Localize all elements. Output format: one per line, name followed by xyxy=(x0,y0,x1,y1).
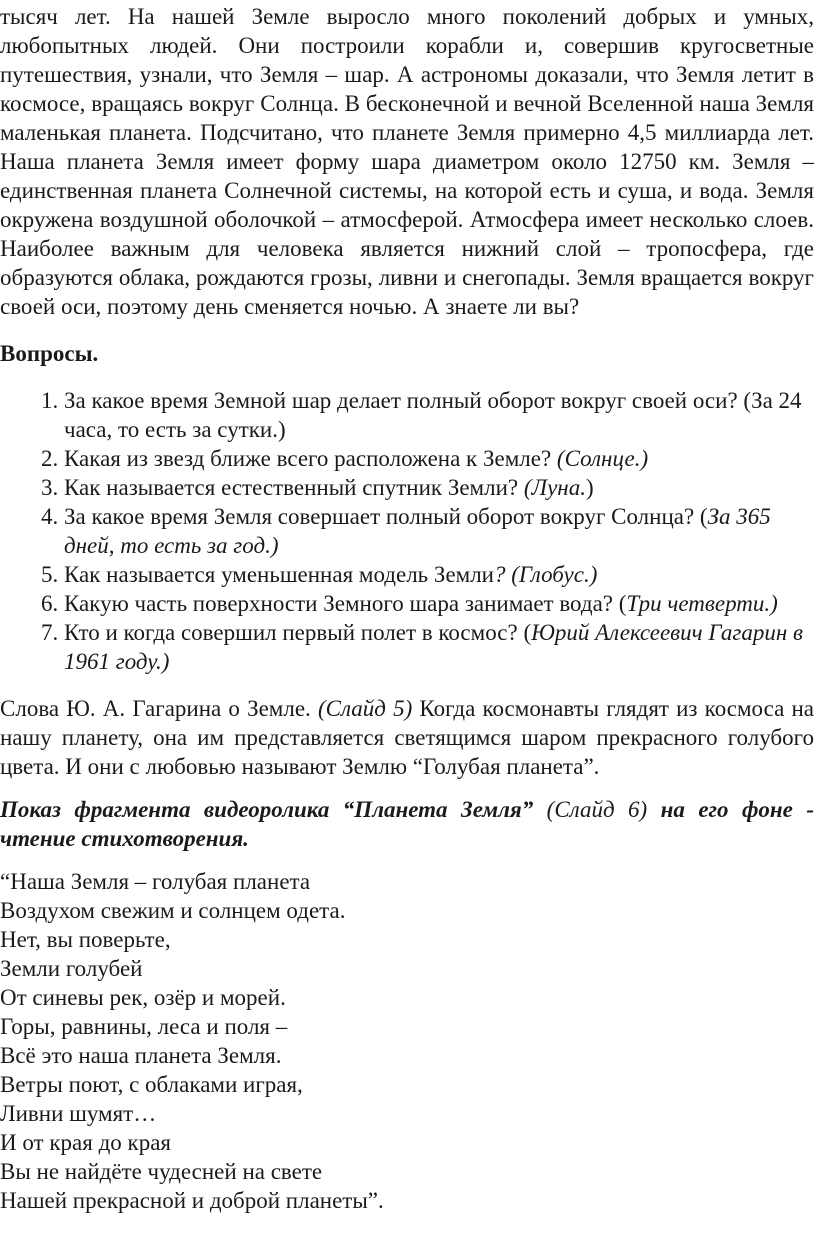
video-heading-part1: Показ фрагмента видеоролика “Планета Земля” xyxy=(0,797,534,822)
poem-line: Всё это наша планета Земля. xyxy=(0,1043,282,1068)
question-text: Как называется уменьшенная модель Земли xyxy=(64,562,494,587)
poem-line: Земли голубей xyxy=(0,956,143,981)
poem xyxy=(0,867,814,1215)
question-text: Какую часть поверхности Земного шара занимает вода? ( xyxy=(64,591,627,616)
poem-line: “Наша Земля – голубая планета xyxy=(0,869,311,894)
poem-line: Ветры поют, с облаками играя, xyxy=(0,1072,303,1097)
slide-reference: (Слайд 6) xyxy=(533,797,661,822)
questions-list xyxy=(0,386,814,676)
list-item xyxy=(64,444,814,473)
answer-tail: ) xyxy=(585,475,594,500)
question-text: Какая из звезд ближе всего расположена к Земле? xyxy=(64,446,557,471)
question-text: За какое время Земля совершает полный оборот вокруг Солнца? ( xyxy=(64,504,708,529)
poem-line: Воздухом свежим и солнцем одета. xyxy=(0,898,346,923)
answer-text: Юрий Алексеевич Гагарин в 1961 году.) xyxy=(64,620,803,674)
questions-heading: Вопросы. xyxy=(0,341,99,366)
poem-line: Вы не найдёте чудесней на свете xyxy=(0,1159,323,1184)
question-text: Кто и когда совершил первый полет в космос? ( xyxy=(64,620,532,645)
list-item xyxy=(64,386,814,444)
slide-reference: (Слайд 5) xyxy=(317,696,413,721)
list-item xyxy=(64,618,814,676)
answer-text: За 365 дней, то есть за год.) xyxy=(64,504,771,558)
video-heading-part2: на его фоне - чтение стихотворения. xyxy=(0,797,814,851)
list-item xyxy=(64,502,814,560)
gagarin-lead: Слова Ю. А. Гагарина о Земле. xyxy=(0,696,318,721)
question-text: Как называется естественный спутник Земли? xyxy=(64,475,524,500)
question-text: За какое время Земной шар делает полный оборот вокруг своей оси? (За 24 часа, то есть за сутки.) xyxy=(64,388,802,442)
answer-text: ? (Глобус.) xyxy=(494,562,598,587)
gagarin-paragraph xyxy=(0,694,814,781)
poem-line: Горы, равнины, леса и поля – xyxy=(0,1014,288,1039)
intro-paragraph: тысяч лет. На нашей Земле выросло много поколений добрых и умных, любопытных людей. Они построили корабли и, совершив кругосветные путешествия, узнали, что Земля – шар. А астрономы доказали, что Земля летит в космосе, вращаясь вокруг Солнца. В бесконечной и вечной Вселенной наша Земля маленькая планета. Подсчитано, что планете Земля примерно 4,5 миллиарда лет. Наша планета Земля имеет форму шара диаметром около 12750 км. Земля – единственная планета Солнечной системы, на которой есть и суша, и вода. Земля окружена воздушной оболочкой – атмосферой. Атмосфера имеет несколько слоев. Наиболее важным для человека является нижний слой – тропосфера, где образуются облака, рождаются грозы, ливни и снегопады. Земля вращается вокруг своей оси, поэтому день сменяется ночью. А знаете ли вы? xyxy=(0,4,814,319)
poem-line: Ливни шумят… xyxy=(0,1101,157,1126)
gagarin-text: Когда космонавты глядят из космоса на нашу планету, она им представляется светящимся шаром прекрасного голубого цвета. И они с любовью называют Землю “Голубая планета”. xyxy=(0,696,814,779)
poem-line: Нет, вы поверьте, xyxy=(0,927,171,952)
poem-line: И от края до края xyxy=(0,1130,171,1155)
video-heading xyxy=(0,795,814,853)
answer-text: (Солнце.) xyxy=(556,446,649,471)
list-item xyxy=(64,589,814,618)
answer-text: Три четверти.) xyxy=(626,591,778,616)
poem-line: Нашей прекрасной и доброй планеты”. xyxy=(0,1188,384,1213)
list-item xyxy=(64,473,814,502)
answer-text: (Луна. xyxy=(523,475,586,500)
poem-line: От синевы рек, озёр и морей. xyxy=(0,985,286,1010)
list-item xyxy=(64,560,814,589)
